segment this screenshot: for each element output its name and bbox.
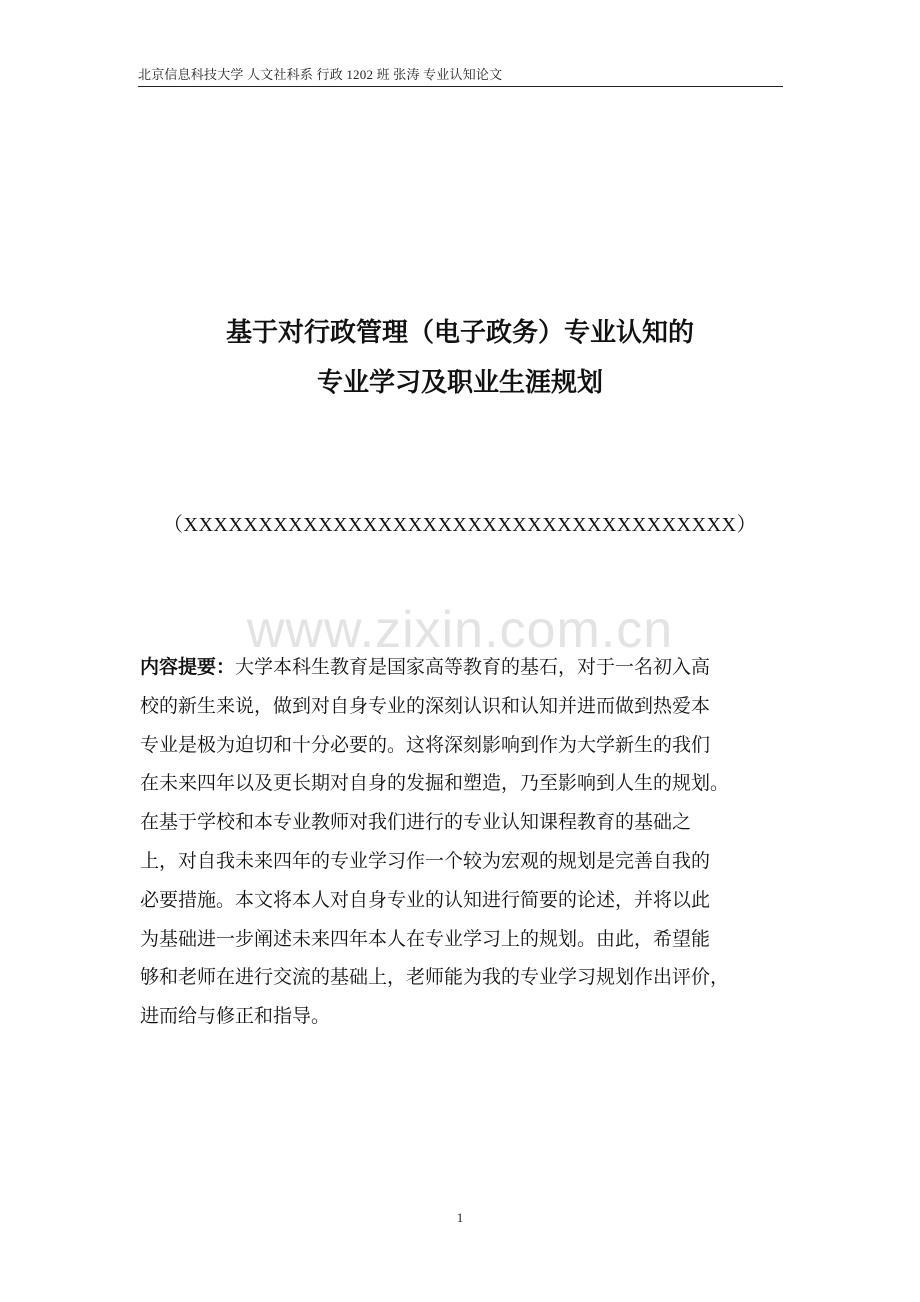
page-header: 北京信息科技大学 人文社科系 行政 1202 班 张涛 专业认知论文	[138, 64, 783, 87]
abstract-line: 专业是极为迫切和十分必要的。这将深刻影响到作为大学新生的我们	[140, 733, 711, 756]
abstract-line-1	[140, 648, 800, 687]
abstract-line: 在未来四年以及更长期对自身的发掘和塑造，乃至影响到人生的规划。	[140, 772, 730, 795]
abstract-line: 校的新生来说，做到对自身专业的深刻认识和认知并进而做到热爱本	[140, 694, 711, 717]
watermark: www.zixin.com.cn	[246, 601, 674, 659]
abstract-line: 在基于学校和本专业教师对我们进行的专业认知课程教育的基础之	[140, 811, 692, 834]
abstract-line: 进而给与修正和指导。	[140, 1005, 331, 1028]
abstract-paragraph	[140, 648, 800, 1036]
author-placeholder: （XXXXXXXXXXXXXXXXXXXXXXXXXXXXXXXXXXXXX）	[163, 514, 757, 536]
abstract-text: 大学本科生教育是国家高等教育的基石，对于一名初入高	[235, 656, 711, 678]
abstract-label: 内容提要：	[140, 656, 236, 678]
document-title-line-2: 专业学习及职业生涯规划	[316, 368, 603, 398]
abstract-line: 够和老师在进行交流的基础上，老师能为我的专业学习规划作出评价，	[140, 966, 730, 989]
abstract-line: 为基础进一步阐述未来四年本人在专业学习上的规划。由此，希望能	[140, 927, 711, 950]
abstract-line: 必要措施。本文将本人对自身专业的认知进行简要的论述，并将以此	[140, 888, 711, 911]
document-title-line-1: 基于对行政管理（电子政务）专业认知的	[225, 318, 694, 348]
abstract-line: 上，对自我未来四年的专业学习作一个较为宏观的规划是完善自我的	[140, 849, 711, 872]
page-number: 1	[456, 1210, 464, 1225]
